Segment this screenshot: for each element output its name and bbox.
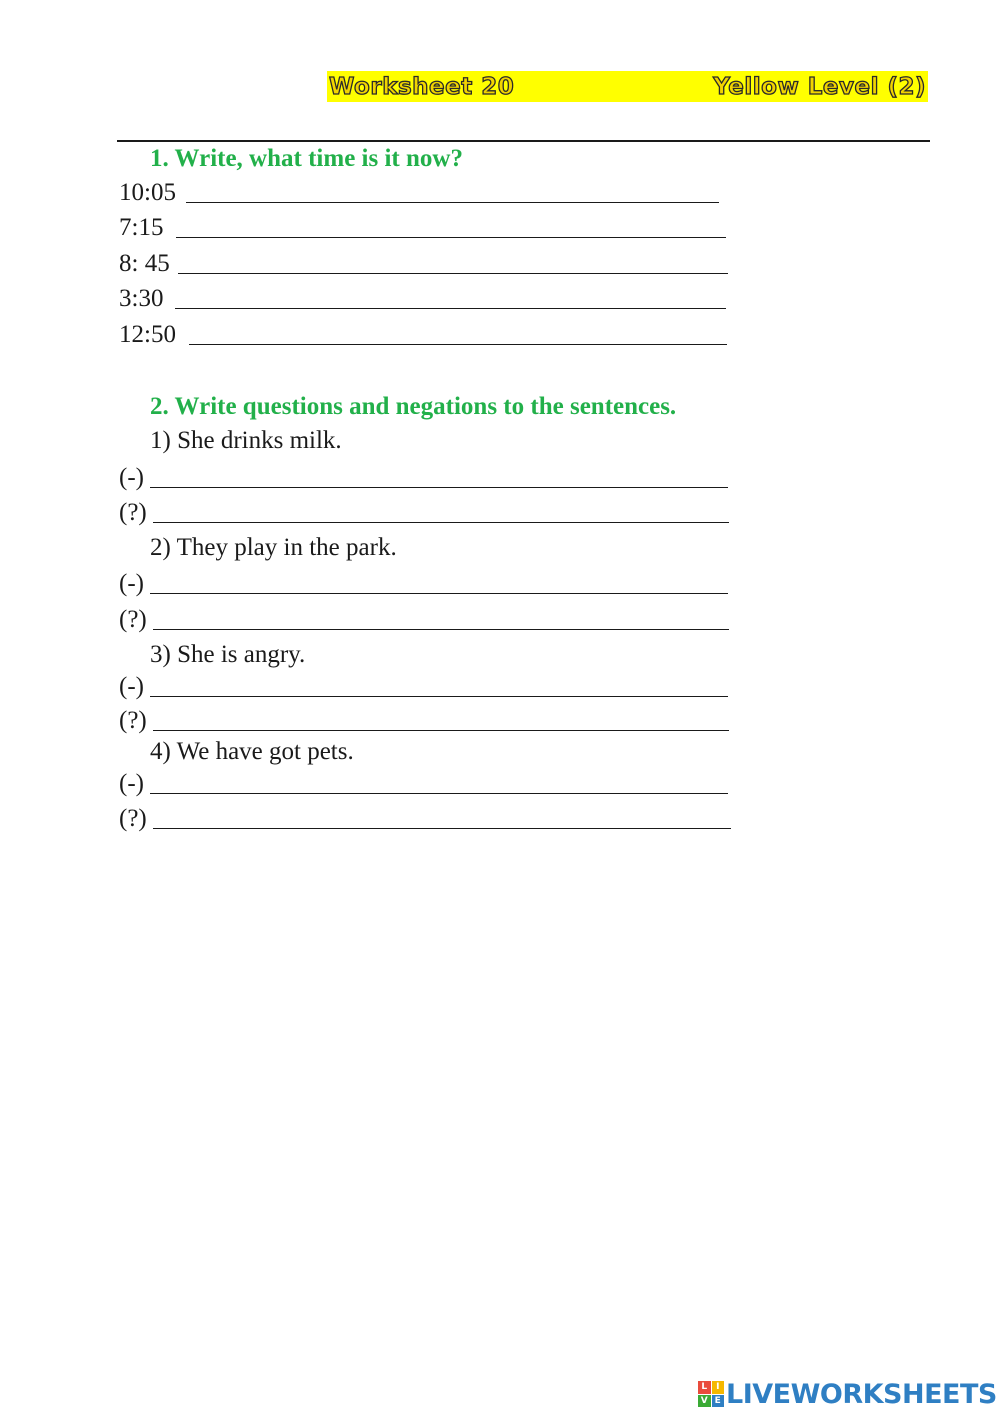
answer-blank[interactable] — [189, 344, 727, 345]
worksheet-number: Worksheet 20 — [329, 74, 515, 100]
time-label: 12:50 — [119, 321, 176, 348]
negation-row — [119, 672, 728, 702]
time-row — [119, 249, 728, 279]
time-row — [119, 284, 726, 314]
time-row — [119, 320, 727, 350]
section-2-title: 2. Write questions and negations to the sentences. — [150, 393, 677, 420]
negation-blank[interactable] — [150, 696, 728, 697]
logo-badge-icon: L I V E — [698, 1381, 724, 1407]
question-label: (?) — [119, 606, 147, 633]
question-label: (?) — [119, 499, 147, 526]
negation-blank[interactable] — [150, 593, 728, 594]
logo-text: LIVEWORKSHEETS — [726, 1378, 997, 1410]
question-label: (?) — [119, 707, 147, 734]
liveworksheets-logo — [698, 1378, 997, 1410]
negation-row — [119, 463, 728, 493]
answer-blank[interactable] — [175, 308, 726, 309]
sentence-4: 4) We have got pets. — [150, 738, 354, 765]
negation-label: (-) — [119, 673, 144, 700]
question-row — [119, 605, 729, 635]
sentence-3: 3) She is angry. — [150, 641, 306, 668]
question-blank[interactable] — [153, 730, 729, 731]
question-row — [119, 804, 731, 834]
level-label: Yellow Level (2) — [713, 74, 926, 100]
negation-row — [119, 569, 728, 599]
answer-blank[interactable] — [186, 202, 719, 203]
time-row — [119, 178, 719, 208]
question-blank[interactable] — [153, 522, 729, 523]
negation-row — [119, 769, 728, 799]
sentence-2: 2) They play in the park. — [150, 534, 397, 561]
negation-label: (-) — [119, 770, 144, 797]
section-1-title: 1. Write, what time is it now? — [150, 145, 463, 172]
time-label: 10:05 — [119, 179, 176, 206]
answer-blank[interactable] — [176, 237, 726, 238]
negation-label: (-) — [119, 464, 144, 491]
negation-blank[interactable] — [150, 793, 728, 794]
time-label: 3:30 — [119, 285, 164, 312]
header-divider — [117, 140, 930, 142]
time-row — [119, 213, 726, 243]
sentence-1: 1) She drinks milk. — [150, 427, 342, 454]
negation-label: (-) — [119, 570, 144, 597]
question-row — [119, 498, 729, 528]
time-label: 7:15 — [119, 214, 164, 241]
answer-blank[interactable] — [178, 273, 728, 274]
question-blank[interactable] — [153, 629, 729, 630]
question-label: (?) — [119, 805, 147, 832]
question-row — [119, 706, 729, 736]
time-label: 8: 45 — [119, 250, 170, 277]
negation-blank[interactable] — [150, 487, 728, 488]
question-blank[interactable] — [153, 828, 731, 829]
